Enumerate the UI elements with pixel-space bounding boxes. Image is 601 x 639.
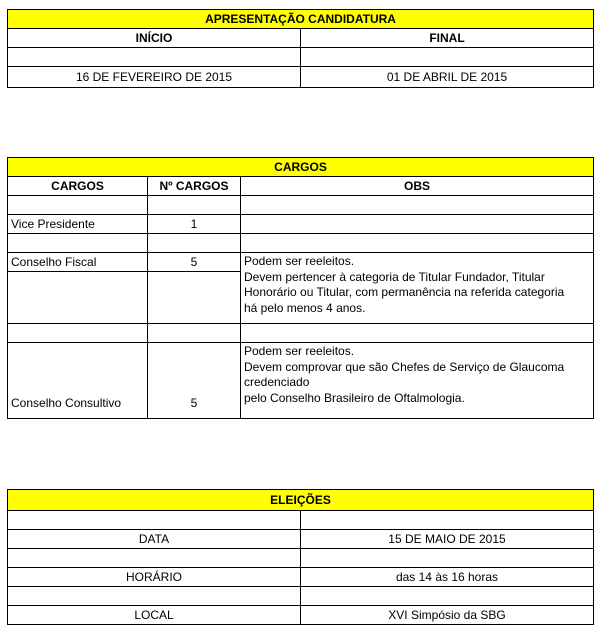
candidatura-title: APRESENTAÇÃO CANDIDATURA bbox=[8, 10, 594, 29]
cargos-title: CARGOS bbox=[8, 158, 594, 177]
candidatura-table bbox=[7, 9, 594, 88]
empty-cell bbox=[148, 234, 241, 253]
empty-cell bbox=[301, 48, 594, 67]
obs-conselho-fiscal bbox=[241, 253, 594, 324]
col-inicio: INÍCIO bbox=[8, 29, 301, 48]
obs-line: Devem comprovar que são Chefes de Serviço de Glaucoma bbox=[244, 359, 565, 374]
cargo-vice-presidente: Vice Presidente bbox=[8, 215, 148, 234]
empty-cell bbox=[8, 48, 301, 67]
obs-conselho-consultivo bbox=[241, 343, 594, 419]
label-local: LOCAL bbox=[8, 606, 301, 625]
num-conselho-consultivo: 5 bbox=[148, 343, 241, 419]
value-local: XVI Simpósio da SBG bbox=[301, 606, 594, 625]
obs-line: pelo Conselho Brasileiro de Oftalmologia. bbox=[244, 390, 465, 405]
value-horario: das 14 às 16 horas bbox=[301, 568, 594, 587]
col-final: FINAL bbox=[301, 29, 594, 48]
empty-cell bbox=[241, 196, 594, 215]
label-horario: HORÁRIO bbox=[8, 568, 301, 587]
col-num-cargos: Nº CARGOS bbox=[148, 177, 241, 196]
final-date: 01 DE ABRIL DE 2015 bbox=[301, 67, 594, 88]
cargo-conselho-fiscal: Conselho Fiscal bbox=[8, 253, 148, 272]
num-conselho-fiscal: 5 bbox=[148, 253, 241, 272]
empty-cell bbox=[301, 549, 594, 568]
value-data: 15 DE MAIO DE 2015 bbox=[301, 530, 594, 549]
col-cargos: CARGOS bbox=[8, 177, 148, 196]
obs-line: há pelo menos 4 anos. bbox=[244, 300, 366, 315]
label-data: DATA bbox=[8, 530, 301, 549]
empty-cell bbox=[8, 587, 301, 606]
obs-line: credenciado bbox=[244, 375, 310, 389]
empty-cell bbox=[241, 215, 594, 234]
empty-cell bbox=[301, 511, 594, 530]
empty-cell bbox=[241, 324, 594, 343]
cargo-conselho-consultivo: Conselho Consultivo bbox=[8, 343, 148, 419]
empty-cell bbox=[301, 587, 594, 606]
obs-line: Podem ser reeleitos. bbox=[244, 254, 355, 268]
obs-line: Devem pertencer à categoria de Titular Fundador, Titular bbox=[244, 269, 545, 284]
obs-line: Podem ser reeleitos. bbox=[244, 344, 355, 358]
empty-cell bbox=[8, 324, 148, 343]
empty-cell bbox=[241, 234, 594, 253]
cargos-table bbox=[7, 157, 594, 419]
num-vice-presidente: 1 bbox=[148, 215, 241, 234]
empty-cell bbox=[8, 549, 301, 568]
eleicoes-title: ELEIÇÕES bbox=[8, 490, 594, 511]
empty-cell bbox=[8, 511, 301, 530]
empty-cell bbox=[148, 196, 241, 215]
col-obs: OBS bbox=[241, 177, 594, 196]
empty-cell bbox=[8, 234, 148, 253]
empty-cell bbox=[148, 272, 241, 324]
obs-line: Honorário ou Titular, com permanência na referida categoria bbox=[244, 285, 565, 299]
empty-cell bbox=[8, 272, 148, 324]
inicio-date: 16 DE FEVEREIRO DE 2015 bbox=[8, 67, 301, 88]
eleicoes-table bbox=[7, 489, 594, 625]
empty-cell bbox=[148, 324, 241, 343]
empty-cell bbox=[8, 196, 148, 215]
